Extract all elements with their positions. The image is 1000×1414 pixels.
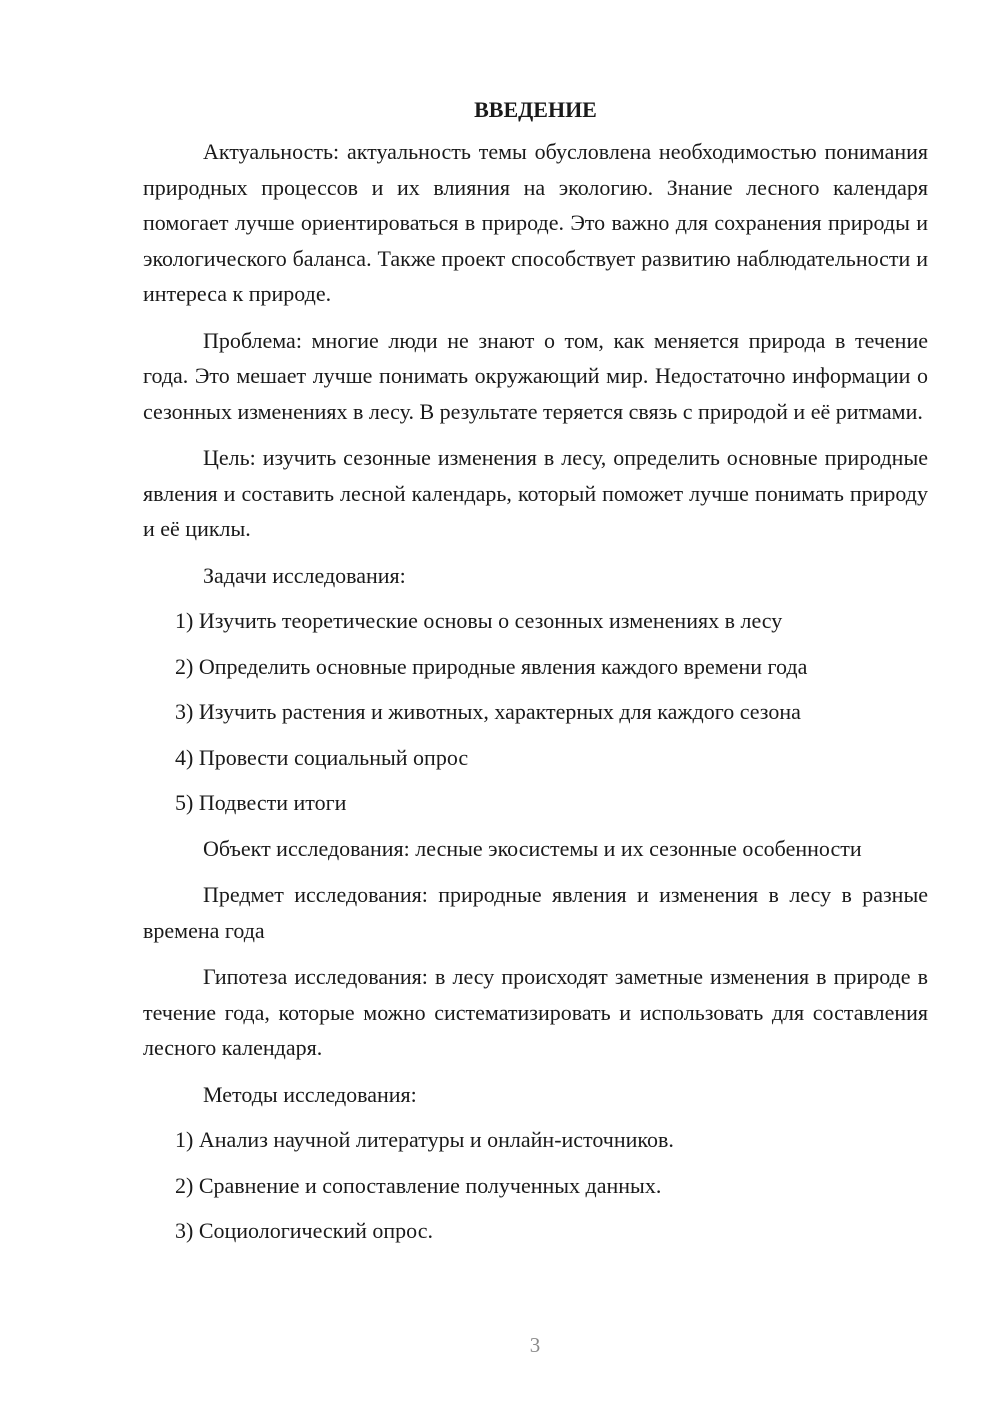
page-number: 3 [529,1333,541,1357]
document-body [143,94,928,1259]
list-item: 2) Определить основные природные явления каждого времени года [175,653,808,679]
page-title: ВВЕДЕНИЕ [474,97,597,122]
tasks-heading: Задачи исследования: [203,562,406,588]
list-item: 2) Сравнение и сопоставление полученных данных. [175,1172,662,1198]
list-item: 4) Провести социальный опрос [175,744,469,770]
hypothesis-paragraph: Гипотеза исследования: в лесу происходят заметные изменения в природе в течение года, которые можно систематизировать и использовать для составления лесного календаря. [143,964,928,1060]
list-item: 3) Изучить растения и животных, характерных для каждого сезона [175,699,801,724]
object-paragraph: Объект исследования: лесные экосистемы и их сезонные особенности [203,835,862,861]
problem-paragraph: Проблема: многие люди не знают о том, как меняется природа в течение года. Это мешает лучше понимать окружающий мир. Недостаточно информации о сезонных изменениях в лесу. В результате теряется связь с природой и её ритмами. [143,327,928,424]
list-item: 1) Анализ научной литературы и онлайн-источников. [175,1127,674,1152]
list-item: 5) Подвести итоги [175,790,347,815]
list-item: 1) Изучить теоретические основы о сезонных изменениях в лесу [175,608,783,633]
methods-heading: Методы исследования: [203,1081,417,1107]
tasks-list [143,603,928,821]
relevance-paragraph: Актуальность: актуальность темы обусловлена необходимостью понимания природных процессов и их влияния на экологию. Знание лесного календаря помогает лучше ориентироваться в природе. Это важно для сохранения природы и экологического баланса. Также проект способствует развитию наблюдательности и интереса к природе. [143,139,928,306]
goal-paragraph: Цель: изучить сезонные изменения в лесу, определить основные природные явления и составить лесной календарь, который поможет лучше понимать природу и её циклы. [143,445,928,541]
list-item: 3) Социологический опрос. [175,1218,433,1243]
methods-list [143,1122,928,1249]
subject-paragraph: Предмет исследования: природные явления и изменения в лесу в разные времена года [143,882,928,943]
